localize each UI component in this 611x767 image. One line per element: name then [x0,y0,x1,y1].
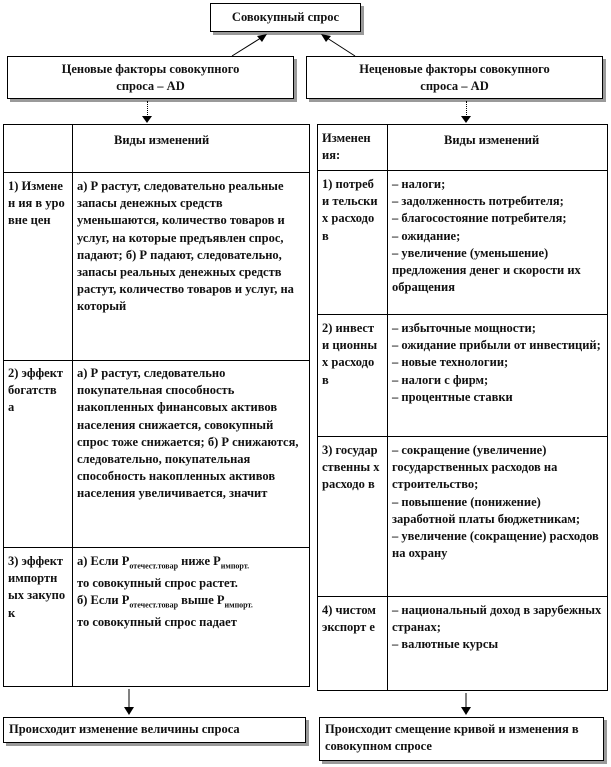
import-line-a: а) Если $Р_{отечест.товар}$ ниже $Р_{импорт.}$ [77,554,250,571]
list-item: – налоги; [392,177,446,191]
bottom-right-box [319,717,604,761]
import-line-a2: то совокупный спрос растет. [77,575,238,590]
left-row2-label: 2) эффект богатств а [8,366,64,415]
nonprice-factors-title: Неценовые факторы совокупного спроса – AD [359,61,550,93]
list-item: – благосостояние потребителя; [392,211,567,226]
list-item: – национальный доход в зарубежных странах; [392,603,602,635]
right-table-col1-header: Изменен ия: [322,131,371,163]
right-table-col2-header: Виды изменений [444,133,540,147]
import-line-b: б) Если $Р_{отечест.товар}$ выше $Р_{импорт.}$ [77,592,253,610]
list-item: – повышение (понижение) заработной платы бюджетникам; [392,494,581,526]
right-row1-label: 1) потреби тельски х расходо в [322,177,378,243]
left-row1-label: 1) Изменен ия в уровне цен [8,179,65,228]
right-row4-label: 4) чистом экспорт е [322,603,376,635]
list-item: – ожидание; [392,228,461,243]
left-table-col2-header: Виды изменений [114,133,210,147]
import-line-b2: то совокупный спрос падает [77,614,237,629]
list-item: – ожидание прибыли от инвестиций; [392,338,601,353]
list-item: – увеличение (сокращение) расходов на охрану [392,529,599,561]
list-item: – сокращение (увеличение) государственных расходов на строительство; [392,443,558,492]
aggregate-demand-title: Совокупный спрос [231,10,340,24]
right-row2-label: 2) инвести ционны х расходо в [322,321,378,387]
left-row3-label: 3) эффект импортн ых закупок [8,554,66,620]
left-row2-text: а) Р растут, следовательно покупательная способность накопленных финансовых активов населения снижается, совокупный спрос тоже снижается; б) Р снижаются, следовательно, покупательная способность накопленных активов населения увеличивается, значит [77,366,299,501]
list-item: – процентные ставки [392,389,513,404]
list-item: – задолженность потребителя; [392,194,564,209]
left-row1-text: а) Р растут, следовательно реальные запасы денежных средств уменьшаются, количество товаров и услуг, на которые предъявлен спрос, падают; б) Р падают, следовательно, запасы реальных денежных средств растут, количество товаров и услуг, на который [77,179,294,314]
list-item: – новые технологии; [392,355,509,370]
bottom-left-text: Происходит изменение величины спроса [9,722,240,736]
list-item: – увеличение (уменьшение) предложения денег и скорости их обращения [392,245,581,295]
list-item: – валютные курсы [392,637,499,652]
list-item: – налоги с фирм; [392,372,489,387]
bottom-left-box [3,717,306,743]
list-item: – избыточные мощности; [392,321,536,335]
price-factors-title: Ценовые факторы совокупного спроса – AD [61,61,240,93]
bottom-right-text: Происходит смещение кривой и изменения в совокупном спросе [325,722,579,753]
right-row3-label: 3) государ ственны х расходо в [322,443,380,492]
